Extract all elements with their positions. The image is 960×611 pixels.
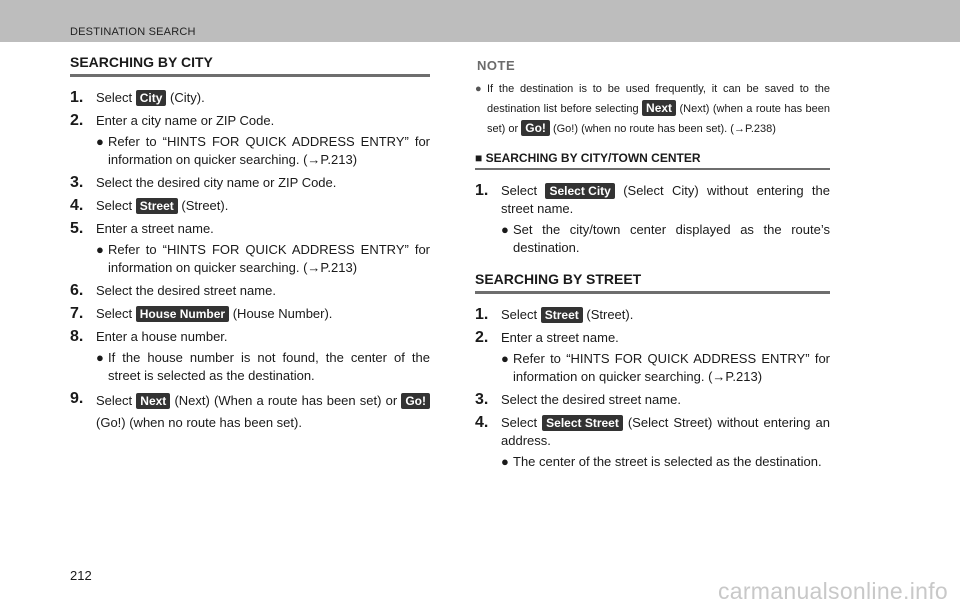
step-6: 6. Select the desired street name. (70, 282, 276, 299)
step-number: 7. (70, 305, 84, 322)
step-number: 4. (475, 414, 489, 431)
step-number: 8. (70, 328, 84, 345)
step-number: 2. (70, 112, 84, 129)
go-button-label: Go! (401, 393, 430, 409)
step-2: 2. Enter a street name. (475, 329, 619, 346)
step-number: 5. (70, 220, 84, 237)
bullet-icon: ● (96, 350, 104, 365)
step-8: 8. Enter a house number. (70, 328, 228, 345)
step-4: 4. Select Select Street (Select Street) without entering an address. (475, 414, 830, 448)
bullet-hints: ● Refer to “HINTS FOR QUICK ADDRESS ENTRY” for information on quicker searching. (→P.213) (96, 242, 430, 275)
bullet-house-number: ● If the house number is not found, the center of the street is selected as the destination. (96, 350, 430, 383)
step-number: 2. (475, 329, 489, 346)
step-7: 7. Select House Number (House Number). (70, 305, 333, 322)
step-3: 3. Select the desired street name. (475, 391, 681, 408)
bullet-icon: ● (475, 83, 482, 95)
step-number: 3. (70, 174, 84, 191)
step-5: 5. Enter a street name. (70, 220, 214, 237)
select-street-button-label: Select Street (542, 415, 623, 431)
step-number: 6. (70, 282, 84, 299)
step-number: 1. (70, 89, 84, 106)
step-3: 3. Select the desired city name or ZIP Code. (70, 174, 337, 191)
step-4: 4. Select Street (Street). (70, 197, 229, 214)
next-button-label: Next (642, 100, 676, 116)
bullet-icon: ● (501, 222, 509, 237)
next-button-label: Next (136, 393, 170, 409)
subtitle-city-town-center: ■ SEARCHING BY CITY/TOWN CENTER (475, 151, 830, 170)
step-2: 2. Enter a city name or ZIP Code. (70, 112, 275, 129)
page-number: 212 (70, 568, 92, 583)
house-number-button-label: House Number (136, 306, 229, 322)
bullet-hints: ● Refer to “HINTS FOR QUICK ADDRESS ENTRY” for information on quicker searching. (→P.213) (501, 351, 830, 384)
bullet-icon: ● (501, 351, 509, 366)
bullet-hints: ● Refer to “HINTS FOR QUICK ADDRESS ENTRY” for information on quicker searching. (→P.213) (96, 134, 430, 167)
select-city-button-label: Select City (545, 183, 614, 199)
step-1: 1. Select Street (Street). (475, 306, 634, 323)
watermark: carmanualsonline.info (717, 578, 948, 604)
left-column (70, 54, 430, 439)
bullet-icon: ● (96, 242, 104, 257)
go-button-label: Go! (521, 120, 550, 136)
note-title: NOTE (477, 58, 516, 73)
step-number: 3. (475, 391, 489, 408)
step-select-city: 1. Select Select City (Select City) without entering the street name. (475, 182, 830, 216)
step-number: 4. (70, 197, 84, 214)
bullet-city-center: ● Set the city/town center displayed as the route’s destination. (501, 222, 830, 255)
step-1: 1. Select City (City). (70, 89, 205, 106)
step-9: 9. Select Next (Next) (When a route has been set) or Go! (Go!) (when no route has been set). (70, 390, 430, 434)
section-title-city: SEARCHING BY CITY (70, 54, 430, 77)
street-button-label: Street (136, 198, 178, 214)
section-title-street: SEARCHING BY STREET (475, 271, 830, 294)
bullet-street-center: ● The center of the street is selected as the destination. (501, 454, 822, 469)
right-column (475, 54, 830, 476)
bullet-icon: ● (501, 454, 509, 469)
step-number: 1. (475, 306, 489, 323)
step-number: 9. (70, 390, 84, 407)
step-number: 1. (475, 182, 489, 199)
note-body: ● If the destination is to be used frequently, it can be saved to the destination list before selecting Next (Next) (when a route has been set) or Go! (Go!) (when no route has been set). (→P.238) (475, 79, 830, 139)
section-header: DESTINATION SEARCH (70, 26, 196, 38)
city-button-label: City (136, 90, 167, 106)
street-button-label: Street (541, 307, 583, 323)
bullet-icon: ● (96, 134, 104, 149)
